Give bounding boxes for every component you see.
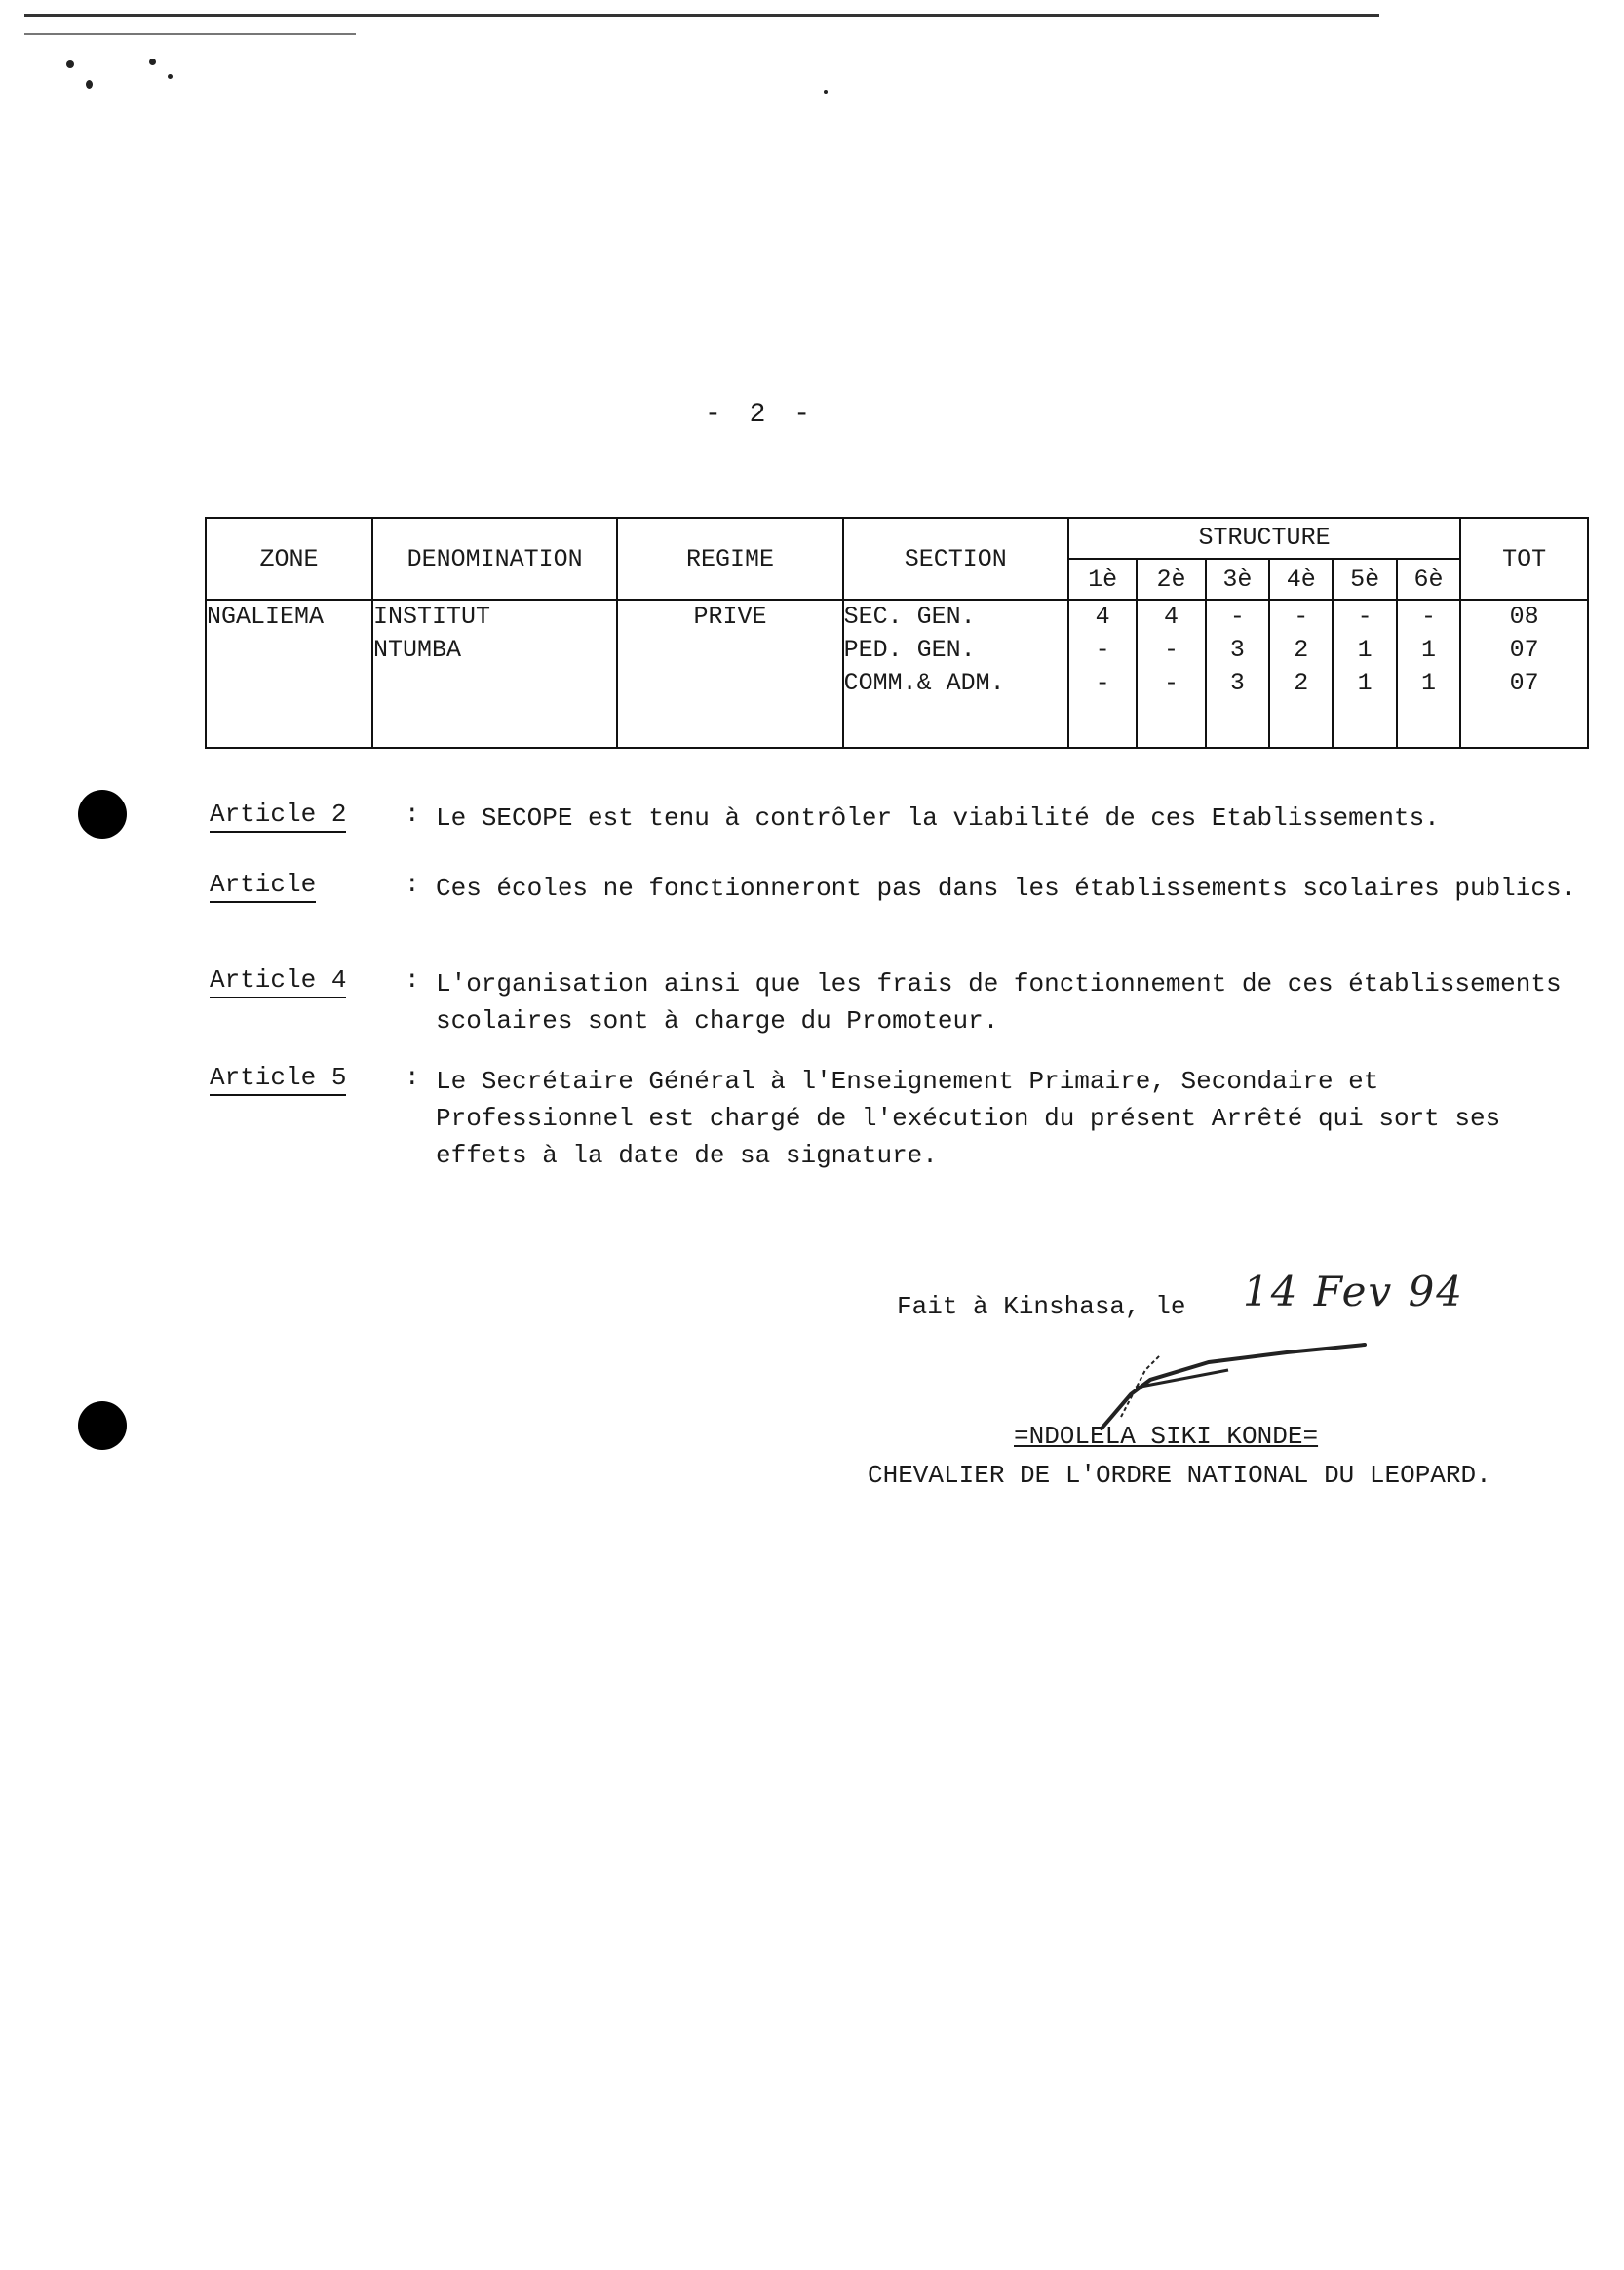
header-year: 3è <box>1206 559 1269 600</box>
punch-hole <box>78 1401 127 1450</box>
denomination-line: INSTITUT <box>372 603 490 631</box>
scan-speck <box>86 80 93 89</box>
year-value: - <box>1164 636 1179 664</box>
signature-mark <box>1092 1302 1443 1438</box>
total-value: 08 <box>1509 603 1539 631</box>
year-value: 1 <box>1357 669 1373 697</box>
header-year: 2è <box>1137 559 1205 600</box>
denomination-cell <box>372 600 617 748</box>
year-value: 4 <box>1095 603 1110 631</box>
article-label: Article <box>210 870 316 903</box>
year-value: 1 <box>1357 636 1373 664</box>
regime-value: PRIVE <box>693 603 767 631</box>
table-row <box>206 600 1588 748</box>
year-6-cell <box>1397 600 1460 748</box>
article-text: Le SECOPE est tenu à contrôler la viabilité de ces Etablissements. <box>436 803 1440 833</box>
header-denomination: DENOMINATION <box>372 518 617 600</box>
section-line: SEC. GEN. <box>843 603 976 631</box>
regime-cell <box>617 600 842 748</box>
header-total: TOT <box>1460 518 1588 600</box>
scan-speck <box>149 59 156 65</box>
header-year: 4è <box>1269 559 1333 600</box>
year-value: 3 <box>1229 636 1245 664</box>
school-structure-table <box>205 517 1589 749</box>
year-5-cell <box>1333 600 1396 748</box>
year-value: 1 <box>1420 636 1436 664</box>
year-4-cell <box>1269 600 1333 748</box>
scan-speck <box>66 60 74 68</box>
section-line: COMM.& ADM. <box>843 669 1005 697</box>
article-text: Le Secrétaire Général à l'Enseignement Primaire, Secondaire et Professionnel est chargé de l'exécution du présent Arrêté qui sort ses effets à la date de sa signature. <box>436 1067 1501 1170</box>
year-2-cell <box>1137 600 1205 748</box>
section-cell <box>843 600 1068 748</box>
header-zone: ZONE <box>206 518 372 600</box>
header-section: SECTION <box>843 518 1068 600</box>
header-regime: REGIME <box>617 518 842 600</box>
handwritten-date: 14 Fev 94 <box>1243 1268 1465 1315</box>
zone-cell <box>206 600 372 748</box>
zone-value: NGALIEMA <box>207 603 325 631</box>
year-value: - <box>1095 669 1110 697</box>
article-colon: : <box>405 965 420 995</box>
total-value: 07 <box>1509 669 1539 697</box>
year-3-cell <box>1206 600 1269 748</box>
signatory-name: =NDOLELA SIKI KONDE= <box>1014 1422 1319 1451</box>
denomination-line: NTUMBA <box>372 636 461 664</box>
article-label: Article 4 <box>210 965 346 998</box>
header-structure: STRUCTURE <box>1068 518 1460 559</box>
article-colon: : <box>405 800 420 829</box>
page-number: - 2 - <box>704 400 816 430</box>
place-date-line: Fait à Kinshasa, le <box>897 1292 1186 1321</box>
header-year: 6è <box>1397 559 1460 600</box>
article-label: Article 5 <box>210 1063 346 1096</box>
header-year: 1è <box>1068 559 1137 600</box>
scan-edge-line <box>24 33 356 35</box>
year-value: 1 <box>1420 669 1436 697</box>
article-label: Article 2 <box>210 800 346 833</box>
signatory-title: CHEVALIER DE L'ORDRE NATIONAL DU LEOPARD. <box>868 1461 1491 1490</box>
year-value: - <box>1164 669 1179 697</box>
year-value: - <box>1294 603 1309 631</box>
article-colon: : <box>405 1063 420 1092</box>
scan-edge-line <box>24 14 1379 17</box>
article-text: Ces écoles ne fonctionneront pas dans les établissements scolaires publics. <box>436 874 1577 903</box>
year-value: - <box>1420 603 1436 631</box>
punch-hole <box>78 790 127 839</box>
year-value: 2 <box>1294 669 1309 697</box>
year-value: - <box>1357 603 1373 631</box>
year-value: 4 <box>1164 603 1179 631</box>
article-text: L'organisation ainsi que les frais de fonctionnement de ces établissements scolaires sont à charge du Promoteur. <box>436 969 1562 1036</box>
year-value: - <box>1229 603 1245 631</box>
year-value: 2 <box>1294 636 1309 664</box>
header-year: 5è <box>1333 559 1396 600</box>
year-value: - <box>1095 636 1110 664</box>
scan-speck <box>168 74 173 79</box>
year-1-cell <box>1068 600 1137 748</box>
section-line: PED. GEN. <box>843 636 976 664</box>
total-value: 07 <box>1509 636 1539 664</box>
scan-speck <box>824 90 828 94</box>
article-colon: : <box>405 870 420 899</box>
total-cell <box>1460 600 1588 748</box>
year-value: 3 <box>1229 669 1245 697</box>
